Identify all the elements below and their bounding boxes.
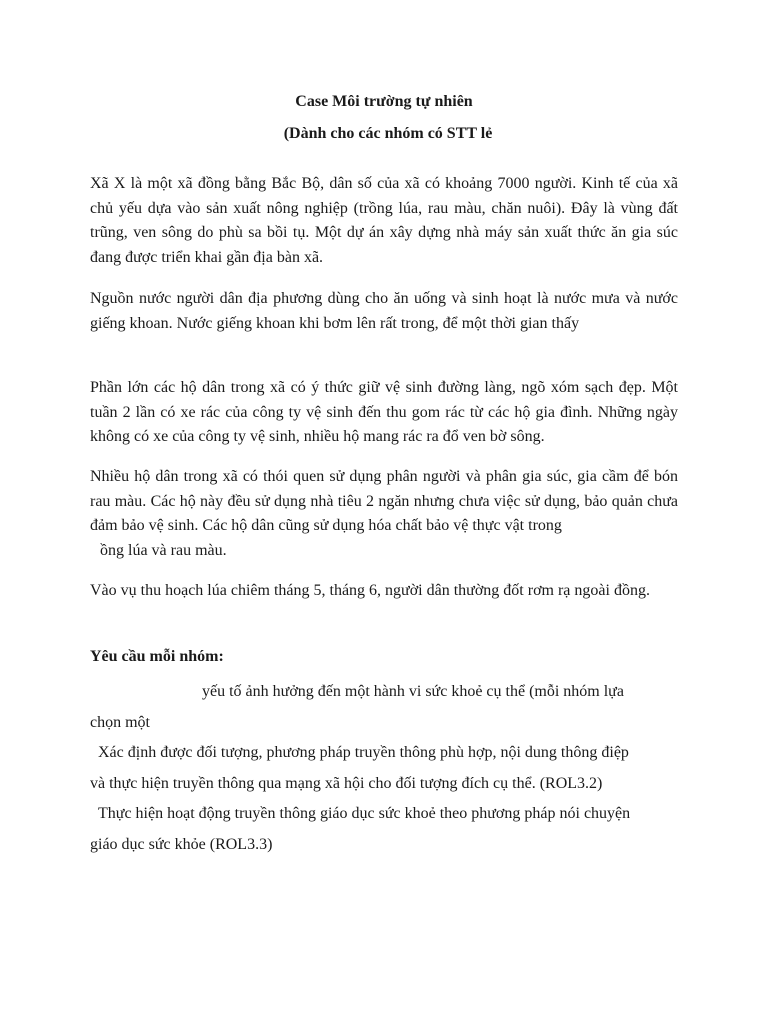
paragraph-fertilizer xyxy=(90,465,678,563)
requirement-1 xyxy=(90,676,678,738)
paragraph-intro: Xã X là một xã đồng bằng Bắc Bộ, dân số của xã có khoảng 7000 người. Kinh tế của xã chủ yếu dựa vào sản xuất nông nghiệp (trồng lúa, rau màu, chăn nuôi). Đây là vùng đất trũng, ven sông do phù sa bồi tụ. Một dự án xây dựng nhà máy sản xuất thức ăn gia súc đang được triển khai gần địa bàn xã. xyxy=(90,175,678,266)
paragraph-harvest: Vào vụ thu hoạch lúa chiêm tháng 5, tháng 6, người dân thường đốt rơm rạ ngoài đồng. xyxy=(90,582,650,599)
paragraph-waste: Phần lớn các hộ dân trong xã có ý thức giữ vệ sinh đường làng, ngõ xóm sạch đẹp. Một tuần 2 lần có xe rác của công ty vệ sinh đến thu gom rác từ các hộ gia đình. Những ngày không có xe của công ty vệ sinh, nhiều hộ mang rác ra đổ ven bờ sông. xyxy=(90,379,678,445)
requirement-1-line-1: yếu tố ảnh hưởng đến một hành vi sức khoẻ cụ thể (mỗi nhóm lựa xyxy=(202,683,624,700)
requirement-3-line-1: Thực hiện hoạt động truyền thông giáo dục sức khoẻ theo phương pháp nói chuyện xyxy=(98,805,631,822)
requirement-2 xyxy=(90,737,678,799)
requirement-2-line-1: Xác định được đối tượng, phương pháp truyền thông phù hợp, nội dung thông điệp xyxy=(98,744,629,761)
requirement-1-line-2: chọn một xyxy=(90,714,150,731)
paragraph-fertilizer-tail: ồng lúa và rau màu. xyxy=(100,541,227,559)
requirement-3 xyxy=(90,798,678,860)
paragraph-water-source: Nguồn nước người dân địa phương dùng cho ăn uống và sinh hoạt là nước mưa và nước giếng khoan. Nước giếng khoan khi bơm lên rất trong, để một thời gian thấy xyxy=(90,290,678,332)
paragraph-fertilizer-text: Nhiều hộ dân trong xã có thói quen sử dụng phân người và phân gia súc, gia cầm để bón rau màu. Các hộ này đều sử dụng nhà tiêu 2 ngăn nhưng chưa việc sử dụng, bảo quản chưa đảm bảo vệ sinh. Các hộ dân cũng sử dụng hóa chất bảo vệ thực vật trong xyxy=(90,468,678,534)
requirements-heading: Yêu cầu mỗi nhóm: xyxy=(90,648,224,665)
requirement-2-line-2: và thực hiện truyền thông qua mạng xã hội cho đối tượng đích cụ thể. (ROL3.2) xyxy=(90,775,603,792)
document-subtitle: (Dành cho các nhóm có STT lẻ xyxy=(283,125,493,142)
requirement-3-line-2: giáo dục sức khỏe (ROL3.3) xyxy=(90,836,273,853)
document-title: Case Môi trường tự nhiên xyxy=(295,93,473,110)
